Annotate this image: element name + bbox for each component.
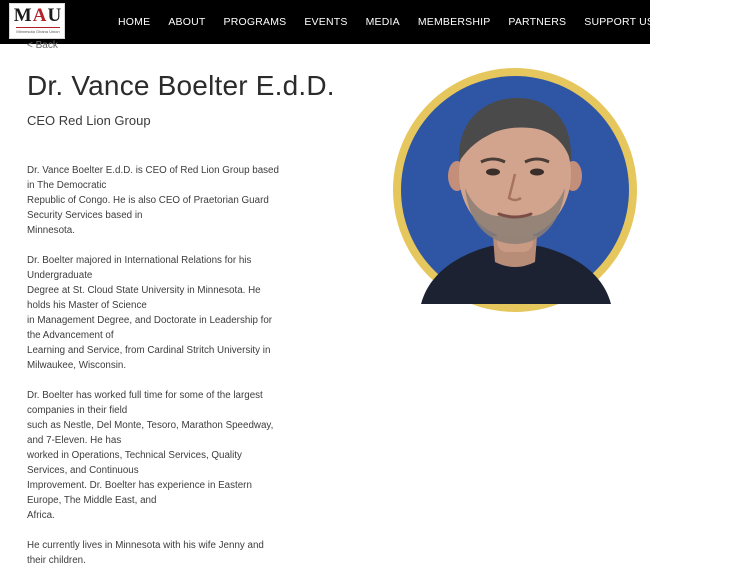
nav-events[interactable]: EVENTS [304,16,348,28]
bio-line: Dr. Vance Boelter E.d.D. is CEO of Red Lion Group based [27,165,279,176]
bio-line: in The Democratic [27,180,107,191]
profile-role: CEO Red Lion Group [27,113,151,128]
bio-paragraph [27,388,297,523]
bio-line: their children. [27,555,86,566]
bio-paragraph [27,163,297,238]
bio-line: Degree at St. Cloud State University in Minnesota. He [27,285,261,296]
bio-line: Europe, The Middle East, and [27,495,157,506]
profile-photo-frame [401,76,629,304]
bio-line: Security Services based in [27,210,143,221]
bio-line: Dr. Boelter has worked full time for some of the largest [27,390,263,401]
nav-membership[interactable]: MEMBERSHIP [417,16,491,28]
nav-programs[interactable]: PROGRAMS [223,16,287,28]
nav-partners[interactable]: PARTNERS [508,16,567,28]
bio-line: Dr. Boelter majored in International Relations for his [27,255,252,266]
nav-about[interactable]: ABOUT [168,16,206,28]
bio-paragraph [27,538,297,568]
logo-tagline: Minnesota Ghana Union [16,29,60,34]
back-link[interactable]: < Back [27,40,58,51]
profile-name: Dr. Vance Boelter E.d.D. [27,70,335,101]
nav-support-us[interactable]: SUPPORT US [584,16,655,28]
site-header [0,0,734,44]
bio-line: the Advancement of [27,330,114,341]
person-portrait-icon [401,76,629,304]
bio-line: Milwaukee, Wisconsin. [27,360,127,371]
bio-line: Republic of Congo. He is also CEO of Praetorian Guard [27,195,269,206]
nav-media[interactable]: MEDIA [365,16,400,28]
bio-line: in Management Degree, and Doctorate in Leadership for [27,315,273,326]
bio-line: Learning and Service, from Cardinal Stritch University in [27,345,271,356]
main-nav [118,0,752,44]
bio-line: such as Nestle, Del Monte, Tesoro, Marathon Speedway, [27,420,274,431]
bio-paragraph [27,253,297,373]
bio-line: Africa. [27,510,55,521]
bio-line: holds his Master of Science [27,300,147,311]
profile-photo [393,68,637,312]
site-logo[interactable] [9,3,65,39]
bio-line: Services, and Continuous [27,465,139,476]
logo-letters: MAU [13,5,63,26]
bio-line: Undergraduate [27,270,93,281]
logo-rule [16,27,60,28]
bio-line: He currently lives in Minnesota with his wife Jenny and [27,540,264,551]
bio-line: Minnesota. [27,225,75,236]
nav-request[interactable]: REQUEST F [672,16,734,28]
bio-line: worked in Operations, Technical Services, Quality [27,450,242,461]
profile-bio [27,163,297,583]
nav-home[interactable]: HOME [118,16,151,28]
bio-line: and 7-Eleven. He has [27,435,122,446]
bio-line: companies in their field [27,405,128,416]
bio-line: Improvement. Dr. Boelter has experience in Eastern [27,480,252,491]
